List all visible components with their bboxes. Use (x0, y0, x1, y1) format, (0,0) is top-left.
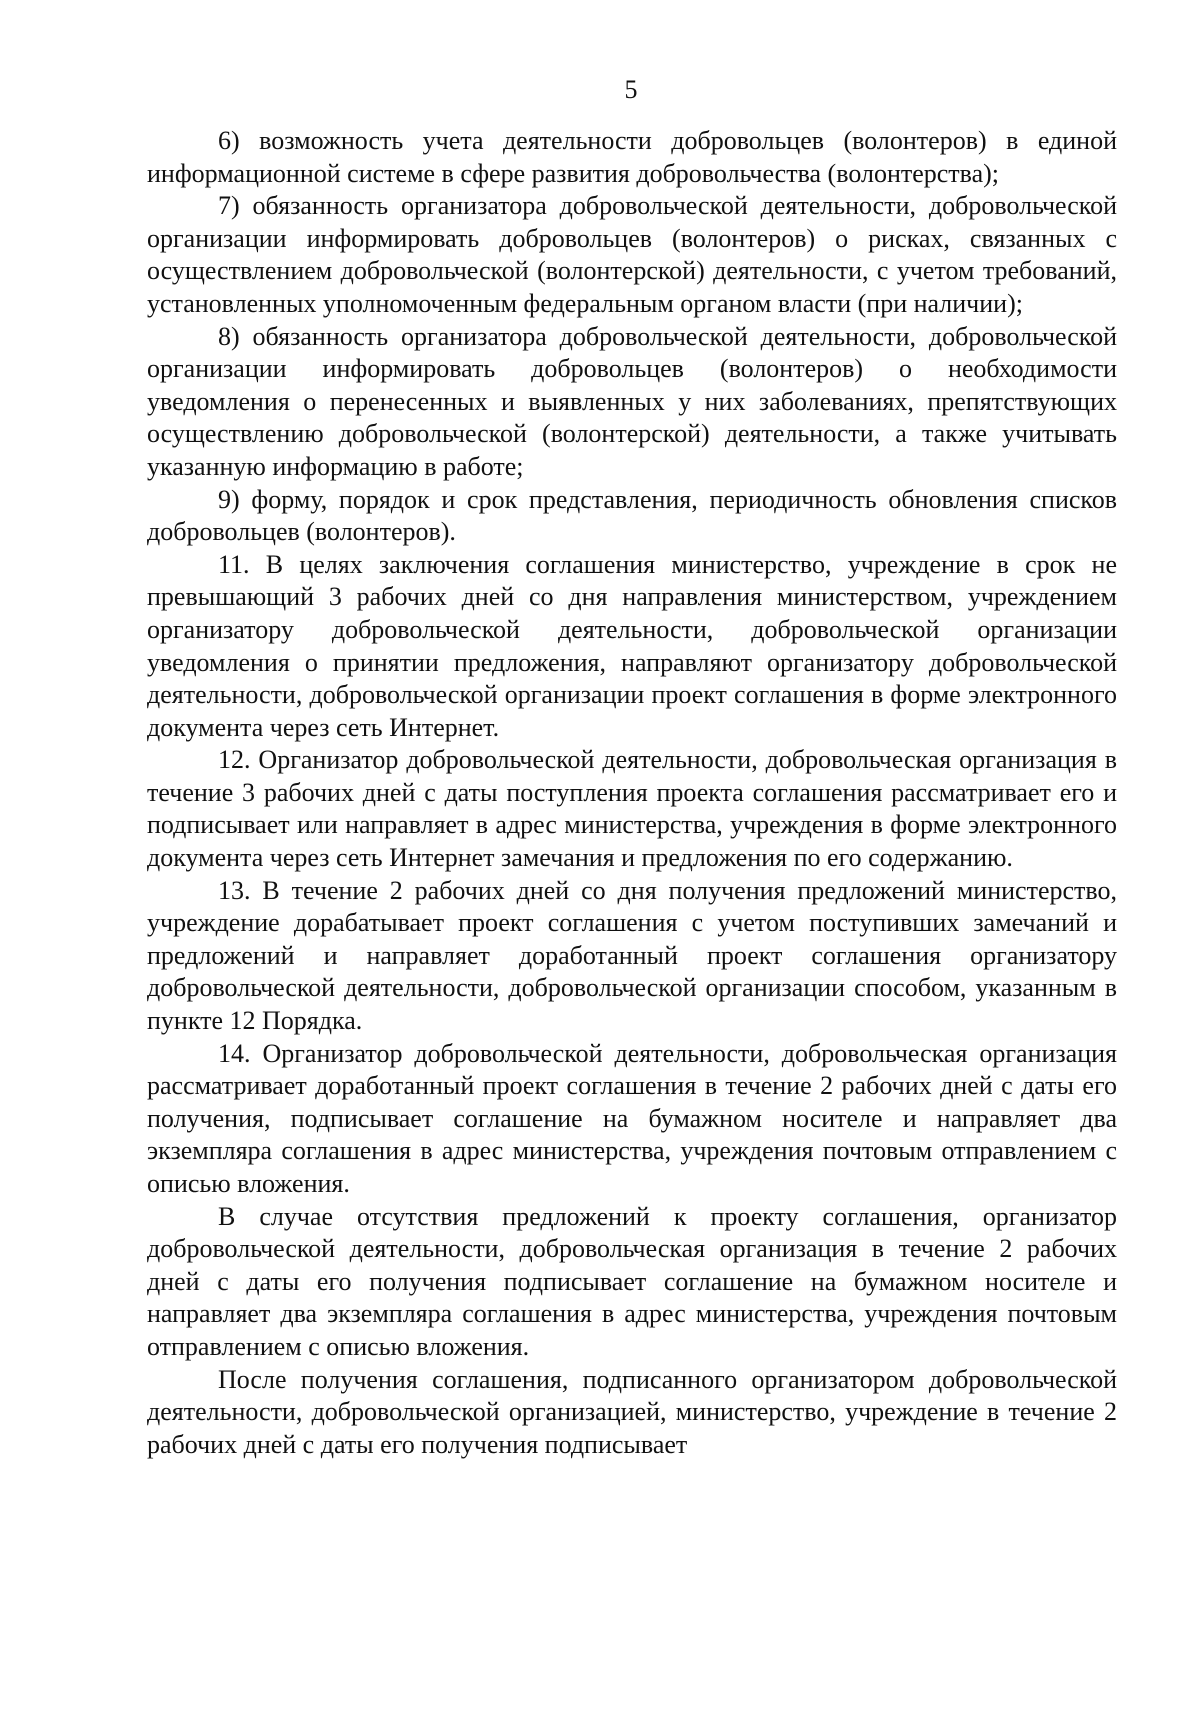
paragraph-item-9: 9) форму, порядок и срок представления, периодичность обновления списков добровольцев (волонтеров). (147, 484, 1117, 547)
paragraph-no-proposals-case: В случае отсутствия предложений к проекту соглашения, организатор добровольческой деятельности, добровольческая организация в течение 2 рабочих дней с даты его получения подписывает соглашение на бумажном носителе и направляет два экземпляра соглашения в адрес министерства, учреждения почтовым отправлением с описью вложения. (147, 1201, 1117, 1361)
page-number: 5 (624, 75, 638, 104)
paragraph-item-6: 6) возможность учета деятельности добровольцев (волонтеров) в единой информационной системе в сфере развития добровольчества (волонтерства); (147, 126, 1117, 188)
paragraph-after-receipt: После получения соглашения, подписанного организатором добровольческой деятельности, добровольческой организацией, министерство, учреждение в течение 2 рабочих дней с даты его получения подписывает (147, 1364, 1117, 1459)
paragraph-item-8: 8) обязанность организатора добровольческой деятельности, добровольческой организации информировать добровольцев (волонтеров) о необходимости уведомления о перенесенных и выявленных у них заболеваниях, препятствующих осуществлению добровольческой (волонтерской) деятельности, а также учитывать указанную информацию в работе; (147, 321, 1117, 481)
paragraph-clause-13: 13. В течение 2 рабочих дней со дня получения предложений министерство, учреждение дорабатывает проект соглашения с учетом поступивших замечаний и предложений и направляет доработанный проект соглашения организатору добровольческой деятельности, добровольческой организации способом, указанным в пункте 12 Порядка. (147, 875, 1117, 1036)
paragraph-clause-12: 12. Организатор добровольческой деятельности, добровольческая организация в течение 3 рабочих дней с даты поступления проекта соглашения рассматривает его и подписывает или направляет в адрес министерства, учреждения в форме электронного документа через сеть Интернет замечания и предложения по его содержанию. (147, 745, 1117, 873)
document-body (147, 125, 1117, 1461)
paragraph-clause-14: 14. Организатор добровольческой деятельности, добровольческая организация рассматривает доработанный проект соглашения в течение 2 рабочих дней с даты его получения, подписывает соглашение на бумажном носителе и направляет два экземпляра соглашения в адрес министерства, учреждения почтовым отправлением с описью вложения. (147, 1038, 1117, 1198)
paragraph-item-7: 7) обязанность организатора добровольческой деятельности, добровольческой организации информировать добровольцев (волонтеров) о рисках, связанных с осуществлением добровольческой (волонтерской) деятельности, с учетом требований, установленных уполномоченным федеральным органом власти (при наличии); (147, 191, 1117, 318)
paragraph-clause-11: 11. В целях заключения соглашения министерство, учреждение в срок не превышающий 3 рабочих дней со дня направления министерством, учреждением организатору добровольческой деятельности, добровольческой организации уведомления о принятии предложения, направляют организатору добровольческой деятельности, добровольческой организации проект соглашения в форме электронного документа через сеть Интернет. (147, 549, 1117, 742)
